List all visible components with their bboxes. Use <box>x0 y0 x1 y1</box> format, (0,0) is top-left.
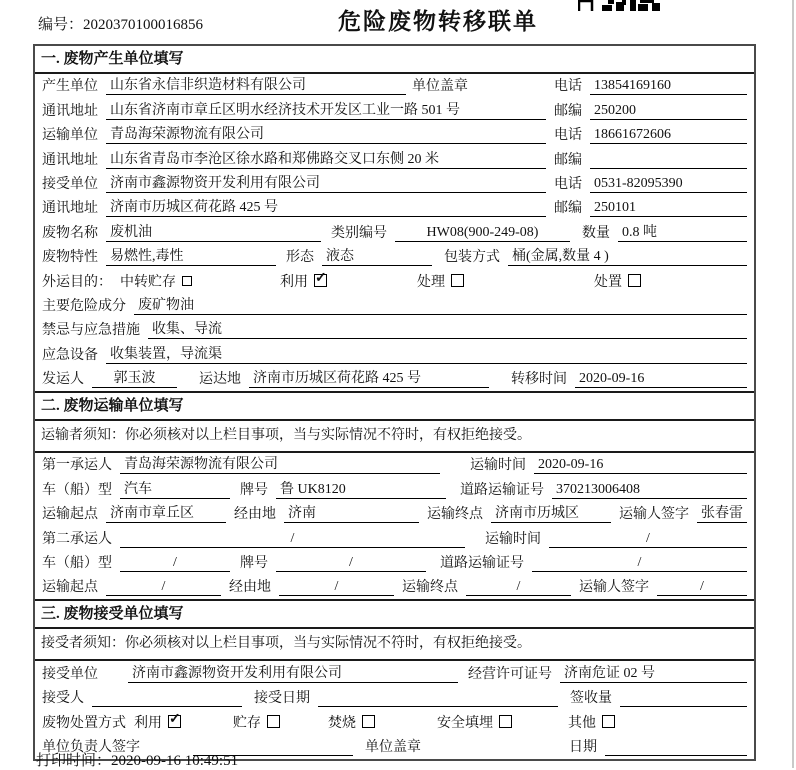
disposal-option-incinerate <box>328 715 375 732</box>
quantity-label: 数量 <box>582 225 610 241</box>
row-generator-address <box>35 98 754 122</box>
transporter-value: 青岛海荣源物流有限公司 <box>106 126 546 144</box>
time2-value: / <box>549 530 747 548</box>
print-time-label: 打印时间： <box>36 753 112 769</box>
phone1-value: 13854169160 <box>590 77 747 95</box>
vehicle1-value: 汽车 <box>120 481 230 499</box>
serial-label: 编号： <box>38 17 84 33</box>
addr3-label: 通讯地址 <box>42 201 98 217</box>
row-emergency-equipment <box>35 342 754 366</box>
time1-value: 2020-09-16 <box>534 456 747 474</box>
purpose-label: 外运目的： <box>42 274 112 290</box>
carrier2-label: 第二承运人 <box>42 531 112 547</box>
end2-value: / <box>466 578 571 596</box>
receive-date-label: 接受日期 <box>254 691 310 707</box>
origin2-label: 运输起点 <box>42 580 98 596</box>
carrier1-value: 青岛海荣源物流有限公司 <box>120 456 440 474</box>
via1-value: 济南 <box>284 505 419 523</box>
row-taboo-measures <box>35 318 754 342</box>
license-value: 济南危证 02 号 <box>560 665 747 683</box>
permit2-value: / <box>532 554 747 572</box>
dest-value: 济南市历城区荷花路 425 号 <box>249 370 489 388</box>
checkbox-treat <box>451 274 464 287</box>
origin1-value: 济南市章丘区 <box>106 505 226 523</box>
disposal-utilize-label: 利用 <box>134 715 162 731</box>
plate1-label: 牌号 <box>240 482 268 498</box>
receive-unit-label: 接受单位 <box>42 666 98 682</box>
section1-header: 一. 废物产生单位填写 <box>35 46 754 74</box>
row-disposal-method <box>35 710 754 734</box>
license-label: 经营许可证号 <box>468 666 552 682</box>
row-shipper <box>35 367 754 391</box>
permit1-label: 道路运输证号 <box>460 482 544 498</box>
checkbox-disposal-other <box>602 715 615 728</box>
purpose-option-treat <box>417 274 464 291</box>
row-hazard-component <box>35 294 754 318</box>
shipper-value: 郭玉波 <box>92 370 177 388</box>
quantity-value: 0.8 吨 <box>618 224 747 242</box>
addr3-value: 济南市历城区荷花路 425 号 <box>106 199 546 217</box>
disposal-option-store <box>233 715 280 732</box>
receive-date-value <box>318 706 558 707</box>
property-value: 易燃性,毒性 <box>106 248 276 266</box>
transporter-label: 运输单位 <box>42 128 98 144</box>
unit-seal2-label: 单位盖章 <box>365 739 421 755</box>
vehicle1-label: 车（船）型 <box>42 482 112 498</box>
addr1-value: 山东省济南市章丘区明水经济技术开发区工业一路 501 号 <box>106 102 546 120</box>
end2-label: 运输终点 <box>402 580 458 596</box>
addr2-label: 通讯地址 <box>42 152 98 168</box>
property-label: 废物特性 <box>42 250 98 266</box>
via1-label: 经由地 <box>234 507 276 523</box>
print-time-value: 2020-09-16 10:49:51 <box>111 753 239 769</box>
checkbox-disposal-utilize <box>168 715 181 728</box>
origin2-value: / <box>106 578 221 596</box>
phone3-value: 0531-82095390 <box>590 175 747 193</box>
via2-value: / <box>279 578 394 596</box>
hazard-label: 主要危险成分 <box>42 298 126 314</box>
time2-label: 运输时间 <box>485 531 541 547</box>
purpose-transfer-storage-label: 中转贮存 <box>120 274 176 290</box>
post2-value <box>590 168 747 169</box>
responsible-sign-label: 单位负责人签字 <box>42 739 140 755</box>
waste-name-label: 废物名称 <box>42 225 98 241</box>
amount-label: 签收量 <box>570 691 612 707</box>
phone1-label: 电话 <box>554 79 582 95</box>
document-header <box>0 0 796 44</box>
time1-label: 运输时间 <box>470 458 526 474</box>
plate2-label: 牌号 <box>240 556 268 572</box>
row-waste-property <box>35 245 754 269</box>
disposal-landfill-label: 安全填埋 <box>437 715 493 731</box>
print-time <box>36 749 238 770</box>
row-receive-person <box>35 686 754 710</box>
row-outbound-purpose <box>35 269 754 293</box>
disposal-option-other <box>568 715 615 732</box>
dest-label: 运达地 <box>199 372 241 388</box>
disposal-label: 废物处置方式 <box>42 715 126 731</box>
checkbox-dispose <box>628 274 641 287</box>
amount-value <box>620 706 747 707</box>
row-route2 <box>35 575 754 599</box>
end1-value: 济南市历城区 <box>491 505 611 523</box>
row-route1 <box>35 502 754 526</box>
phone2-label: 电话 <box>554 128 582 144</box>
purpose-option-utilize <box>280 274 327 291</box>
waste-name-value: 废机油 <box>106 224 321 242</box>
row-generator-unit <box>35 74 754 98</box>
section3-notice: 接受者须知：你必须核对以上栏目事项，当与实际情况不符时，有权拒绝接受。 <box>35 629 754 661</box>
receive-person-label: 接受人 <box>42 691 84 707</box>
unit-seal-label: 单位盖章 <box>412 79 468 95</box>
row-transport-unit <box>35 123 754 147</box>
row-waste-name <box>35 220 754 244</box>
post2-label: 邮编 <box>554 152 582 168</box>
page-title: 危险废物转移联单 <box>338 9 538 34</box>
sign1-label: 运输人签字 <box>619 507 689 523</box>
date-label: 日期 <box>569 739 597 755</box>
receive-unit-value: 济南市鑫源物资开发利用有限公司 <box>128 665 458 683</box>
checkbox-disposal-landfill <box>499 715 512 728</box>
via2-label: 经由地 <box>229 580 271 596</box>
receiver-label: 接受单位 <box>42 176 98 192</box>
checkbox-transfer-storage <box>182 276 192 286</box>
addr1-label: 通讯地址 <box>42 103 98 119</box>
shipper-label: 发运人 <box>42 372 84 388</box>
transfer-time-label: 转移时间 <box>511 372 567 388</box>
permit1-value: 370213006408 <box>552 481 747 499</box>
purpose-dispose-label: 处置 <box>594 274 622 290</box>
form-value: 液态 <box>322 248 432 266</box>
vehicle2-label: 车（船）型 <box>42 556 112 572</box>
row-receiver-unit <box>35 172 754 196</box>
row-transport-address <box>35 147 754 171</box>
carrier2-value: / <box>120 530 465 548</box>
post3-label: 邮编 <box>554 201 582 217</box>
row-vehicle2 <box>35 551 754 575</box>
packing-label: 包装方式 <box>444 250 500 266</box>
scan-page-edge <box>792 0 794 768</box>
post1-value: 250200 <box>590 102 747 120</box>
receiver-value: 济南市鑫源物资开发利用有限公司 <box>106 175 546 193</box>
purpose-treat-label: 处理 <box>417 274 445 290</box>
equipment-value: 收集装置，导流渠 <box>106 346 747 364</box>
category-value: HW08(900-249-08) <box>395 224 570 242</box>
row-receiver-address <box>35 196 754 220</box>
receive-person-value <box>92 706 242 707</box>
vehicle2-value: / <box>120 554 230 572</box>
post3-value: 250101 <box>590 199 747 217</box>
section2-header: 二. 废物运输单位填写 <box>35 391 754 421</box>
plate2-value: / <box>276 554 426 572</box>
disposal-incinerate-label: 焚烧 <box>328 715 356 731</box>
disposal-store-label: 贮存 <box>233 715 261 731</box>
row-receive-unit <box>35 661 754 685</box>
qr-code-fragment-icon <box>578 0 662 11</box>
taboo-value: 收集、导流 <box>148 321 747 339</box>
purpose-option-dispose <box>594 274 641 291</box>
phone3-label: 电话 <box>554 176 582 192</box>
disposal-option-landfill <box>437 715 512 732</box>
sign1-value: 张春雷 <box>697 505 747 523</box>
plate1-value: 鲁 UK8120 <box>276 481 446 499</box>
form-label: 形态 <box>286 250 314 266</box>
checkbox-disposal-incinerate <box>362 715 375 728</box>
sign2-label: 运输人签字 <box>579 580 649 596</box>
packing-value: 桶(金属,数量 4 ) <box>508 248 747 266</box>
addr2-value: 山东省青岛市李沧区徐水路和郑佛路交叉口东侧 20 米 <box>106 151 546 169</box>
end1-label: 运输终点 <box>427 507 483 523</box>
phone2-value: 18661672606 <box>590 126 747 144</box>
serial-value: 2020370100016856 <box>83 17 204 33</box>
row-first-carrier <box>35 453 754 477</box>
origin1-label: 运输起点 <box>42 507 98 523</box>
generator-unit-label: 产生单位 <box>42 79 98 95</box>
permit2-label: 道路运输证号 <box>440 556 524 572</box>
row-second-carrier <box>35 526 754 550</box>
purpose-option-transfer-storage <box>120 274 192 291</box>
disposal-option-utilize <box>134 715 181 732</box>
sign2-value: / <box>657 578 747 596</box>
post1-label: 邮编 <box>554 103 582 119</box>
category-label: 类别编号 <box>331 225 387 241</box>
hazard-value: 废矿物油 <box>134 297 747 315</box>
checkbox-disposal-store <box>267 715 280 728</box>
carrier1-label: 第一承运人 <box>42 458 112 474</box>
disposal-other-label: 其他 <box>568 715 596 731</box>
taboo-label: 禁忌与应急措施 <box>42 323 140 339</box>
equipment-label: 应急设备 <box>42 347 98 363</box>
generator-unit-value: 山东省永信非织造材料有限公司 <box>106 77 406 95</box>
section3-header: 三. 废物接受单位填写 <box>35 599 754 629</box>
date-value <box>605 755 747 756</box>
row-vehicle1 <box>35 477 754 501</box>
transfer-time-value: 2020-09-16 <box>575 370 747 388</box>
manifest-form-table <box>33 44 756 761</box>
section2-notice: 运输者须知：你必须核对以上栏目事项，当与实际情况不符时，有权拒绝接受。 <box>35 421 754 453</box>
checkbox-utilize <box>314 274 327 287</box>
purpose-utilize-label: 利用 <box>280 274 308 290</box>
